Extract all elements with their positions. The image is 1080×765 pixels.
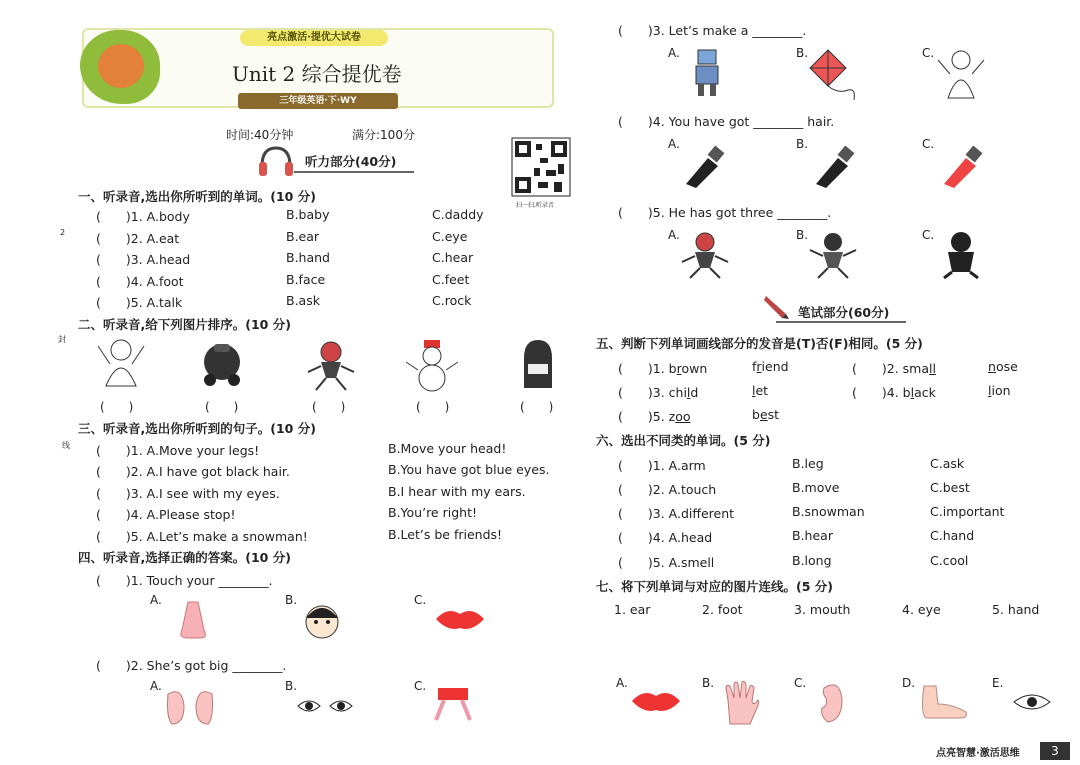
s4-q5-c: C. (922, 228, 935, 242)
s6-q4: ( )4. A.head (618, 530, 713, 545)
s5-r1a: ( )1. brown (618, 361, 708, 376)
grade-label: 三年级英语·下·WY (238, 93, 398, 109)
robot-icon (692, 48, 722, 98)
s6-q5: ( )5. A.smell (618, 555, 715, 570)
s4-q3-a: A. (668, 46, 680, 60)
s1-b1: B.baby (286, 207, 330, 222)
s1-c2: C.eye (432, 229, 468, 244)
section7-heading: 七、将下列单词与对应的图片连线。(5 分) (596, 579, 833, 594)
s5-r2b: nose (988, 359, 1018, 374)
s2-paren-3[interactable]: ( ) (312, 400, 346, 414)
s4-q1-a: A. (150, 593, 162, 607)
s5-r4b: lion (988, 383, 1011, 398)
black-paint-tube-icon (812, 144, 856, 188)
monster-icon (306, 338, 356, 392)
section4-heading: 四、听录音,选择正确的答案。(10 分) (78, 550, 291, 565)
s6-b4: B.hear (792, 528, 833, 543)
s7-word-4: 4. eye (902, 602, 941, 617)
s3-b1: B.Move your head! (388, 441, 507, 456)
section6-heading: 六、选出不同类的单词。(5 分) (596, 433, 771, 448)
s5-r4a: ( )4. black (852, 385, 936, 400)
snowman-drawing-icon (96, 336, 146, 390)
s5-r1b: friend (752, 359, 789, 374)
s3-b4: B.You’re right! (388, 505, 477, 520)
eye-icon (1012, 692, 1052, 712)
mouth-icon (434, 606, 486, 632)
writing-title: 笔试部分(60分) (798, 305, 890, 320)
pencil-icon (762, 292, 790, 320)
qr-caption: 扫一扫,听录音 (516, 202, 554, 209)
s4-q4: ( )4. You have got ________ hair. (618, 114, 835, 129)
s6-c1: C.ask (930, 456, 965, 471)
s3-q4: ( )4. A.Please stop! (96, 507, 236, 522)
score-label: 满分:100分 (352, 128, 415, 142)
s4-q5-b: B. (796, 228, 809, 242)
s4-q4-a: A. (668, 137, 680, 151)
robot-icon (196, 340, 248, 390)
s1-b2: B.ear (286, 229, 320, 244)
s6-b2: B.move (792, 480, 840, 495)
s6-c4: C.hand (930, 528, 975, 543)
s4-q2-c: C. (414, 679, 427, 693)
s4-q3-b: B. (796, 46, 809, 60)
s1-c5: C.rock (432, 293, 472, 308)
s1-q1: ( )1. A.body (96, 209, 190, 224)
s7-word-3: 3. mouth (794, 602, 851, 617)
nose-icon (176, 600, 210, 640)
foot-icon (918, 684, 970, 720)
section1-heading: 一、听录音,选出你所听到的单词。(10 分) (78, 189, 316, 204)
s4-q2-a: A. (150, 679, 162, 693)
margin-mark: 2 (60, 228, 66, 237)
s6-q3: ( )3. A.different (618, 506, 735, 521)
black-paint-tube-icon (682, 144, 726, 188)
s4-q3-c: C. (922, 46, 935, 60)
qr-code-icon[interactable] (512, 138, 570, 196)
s5-r3a: ( )3. child (618, 385, 699, 400)
s6-c3: C.important (930, 504, 1005, 519)
s1-c4: C.feet (432, 272, 470, 287)
s4-q5-a: A. (668, 228, 680, 242)
s3-q3: ( )3. A.I see with my eyes. (96, 486, 280, 501)
logo-gift-icon (98, 44, 144, 88)
section2-heading: 二、听录音,给下列图片排序。(10 分) (78, 317, 291, 332)
s7-word-5: 5. hand (992, 602, 1040, 617)
s3-b5: B.Let’s be friends! (388, 527, 503, 542)
s7-word-1: 1. ear (614, 602, 651, 617)
robot-tall-icon (520, 338, 556, 392)
s4-q3: ( )3. Let’s make a ________. (618, 23, 807, 38)
s3-q5: ( )5. A.Let’s make a snowman! (96, 529, 308, 544)
margin-mark: 封 (58, 335, 66, 344)
time-label: 时间:40分钟 (226, 128, 294, 142)
page-number: 3 (1040, 742, 1070, 760)
s4-q5: ( )5. He has got three ________. (618, 205, 832, 220)
headphones-icon (258, 146, 294, 178)
s7-letter-c: C. (794, 676, 807, 690)
s7-word-2: 2. foot (702, 602, 743, 617)
footer-brand: 点亮智慧·激活思维 (936, 748, 1020, 759)
margin-mark: 线 (62, 441, 70, 450)
s2-paren-5[interactable]: ( ) (520, 400, 554, 414)
s1-q4: ( )4. A.foot (96, 274, 184, 289)
s2-paren-2[interactable]: ( ) (205, 400, 239, 414)
mouth-icon (630, 688, 682, 714)
s2-paren-4[interactable]: ( ) (416, 400, 450, 414)
s3-b3: B.I hear with my ears. (388, 484, 526, 499)
s4-q1-b: B. (285, 593, 298, 607)
header-tag: 亮点激活·提优大试卷 (240, 30, 388, 46)
s6-b3: B.snowman (792, 504, 865, 519)
s4-q1: ( )1. Touch your ________. (96, 573, 273, 588)
s1-q3: ( )3. A.head (96, 252, 191, 267)
listening-title: 听力部分(40分) (305, 154, 397, 169)
snowman-drawing-icon (936, 48, 986, 102)
s5-r5a: ( )5. zoo (618, 409, 691, 424)
ear-icon (818, 682, 846, 724)
s1-b4: B.face (286, 272, 326, 287)
s1-c3: C.hear (432, 250, 474, 265)
hand-icon (722, 680, 760, 726)
s2-paren-1[interactable]: ( ) (100, 400, 134, 414)
s7-letter-a: A. (616, 676, 628, 690)
s7-letter-e: E. (992, 676, 1004, 690)
snowman-hat-icon (404, 340, 460, 392)
section3-heading: 三、听录音,选出你所听到的句子。(10 分) (78, 421, 316, 436)
s5-r5b: best (752, 407, 780, 422)
s6-q2: ( )2. A.touch (618, 482, 717, 497)
s6-b1: B.leg (792, 456, 824, 471)
s5-r3b: let (752, 383, 769, 398)
monster-icon (808, 230, 858, 280)
s7-letter-d: D. (902, 676, 916, 690)
listening-underline (294, 170, 414, 174)
s6-b5: B.long (792, 553, 832, 568)
s3-q2: ( )2. A.I have got black hair. (96, 464, 290, 479)
s6-q1: ( )1. A.arm (618, 458, 706, 473)
legs-icon (428, 688, 478, 724)
red-paint-tube-icon (940, 144, 984, 188)
s1-b5: B.ask (286, 293, 320, 308)
kite-icon (808, 48, 858, 102)
s4-q2: ( )2. She’s got big ________. (96, 658, 287, 673)
monster-icon (936, 230, 986, 280)
page-title: Unit 2 综合提优卷 (232, 62, 402, 86)
s6-c5: C.cool (930, 553, 969, 568)
ears-icon (164, 688, 216, 728)
s7-letter-b: B. (702, 676, 715, 690)
s3-b2: B.You have got blue eyes. (388, 462, 550, 477)
monster-icon (680, 230, 730, 280)
s4-q1-c: C. (414, 593, 427, 607)
s1-q5: ( )5. A.talk (96, 295, 183, 310)
face-icon (302, 600, 342, 640)
s4-q4-b: B. (796, 137, 809, 151)
s4-q4-c: C. (922, 137, 935, 151)
s1-c1: C.daddy (432, 207, 484, 222)
section5-heading: 五、判断下列单词画线部分的发音是(T)否(F)相同。(5 分) (596, 336, 923, 351)
writing-underline (776, 320, 906, 324)
s1-b3: B.hand (286, 250, 330, 265)
s1-q2: ( )2. A.eat (96, 231, 180, 246)
s3-q1: ( )1. A.Move your legs! (96, 443, 260, 458)
s4-q2-b: B. (285, 679, 298, 693)
s6-c2: C.best (930, 480, 970, 495)
s5-r2a: ( )2. small (852, 361, 936, 376)
eyes-icon (296, 696, 354, 716)
